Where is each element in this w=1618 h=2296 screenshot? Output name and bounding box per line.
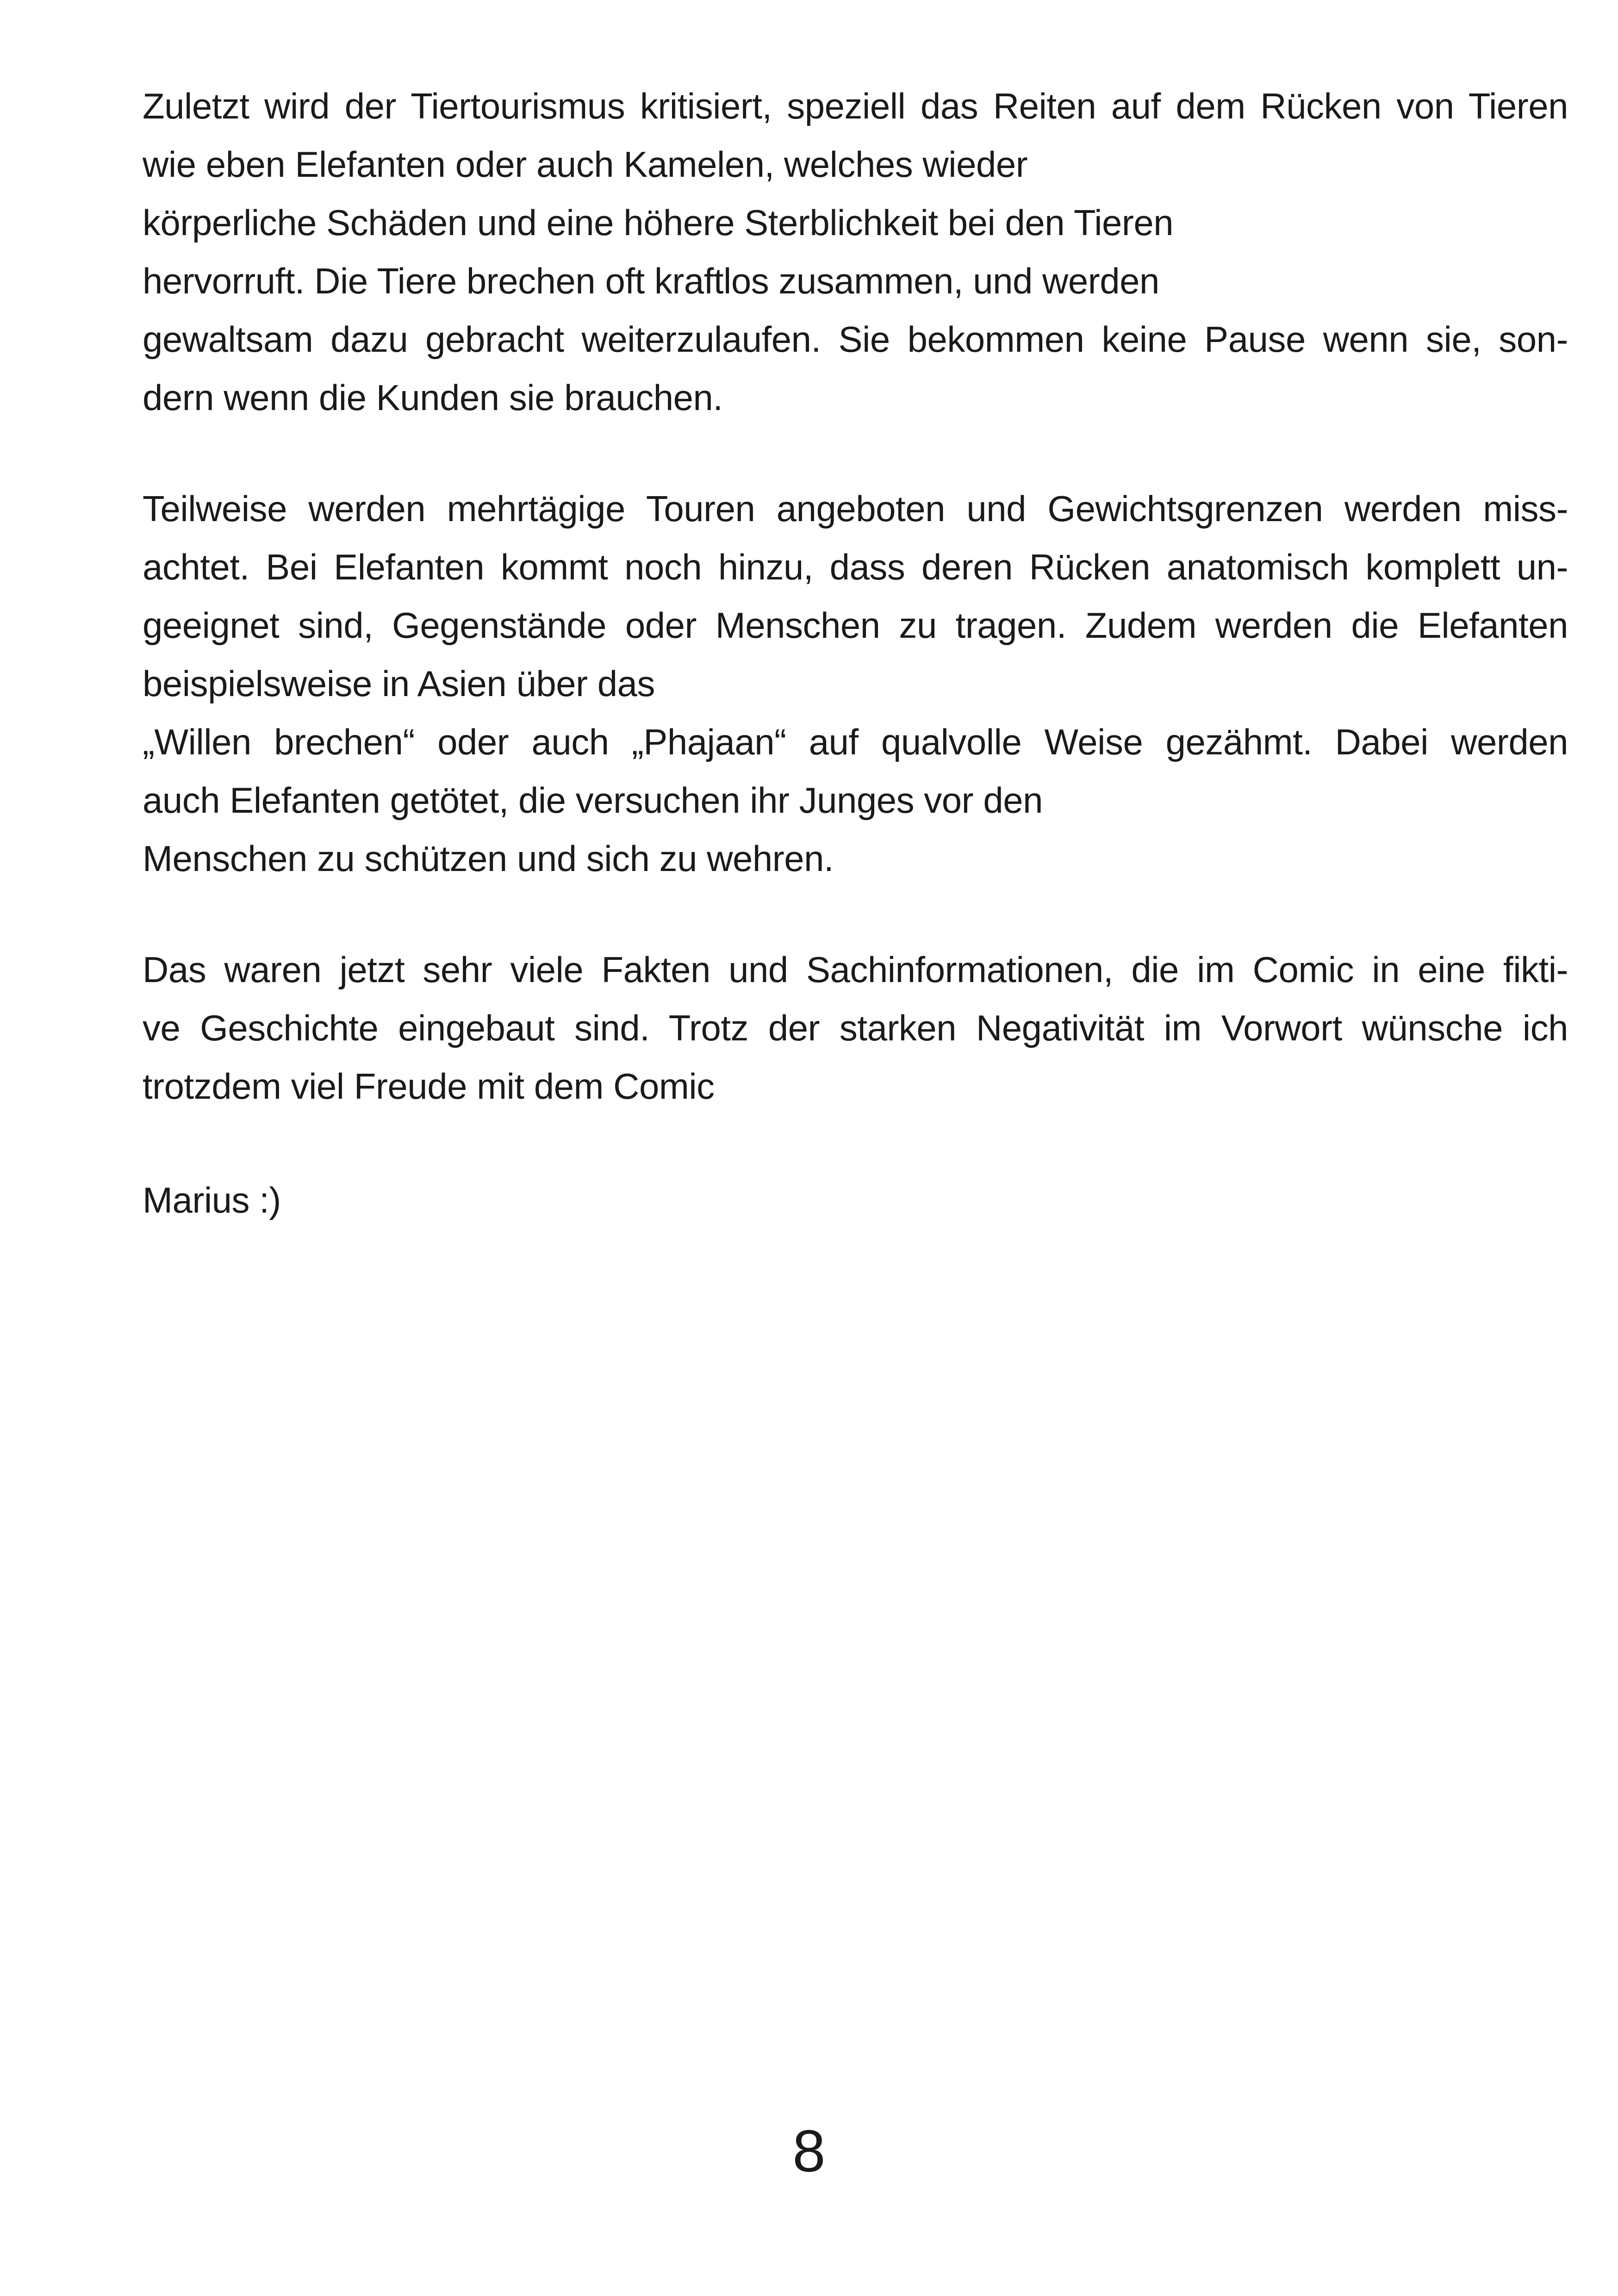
page-number: 8 bbox=[792, 2118, 826, 2184]
paragraph-animal-riding bbox=[143, 77, 1568, 427]
signature: Marius :) bbox=[143, 1180, 281, 1220]
paragraph-line: Teilweise werden mehrtägige Touren angeboten und Gewichtsgrenzen werden miss- bbox=[143, 488, 1568, 529]
paragraph-line: „Willen brechen“ oder auch „Phajaan“ auf qualvolle Weise gezähmt. Dabei werden bbox=[143, 722, 1568, 762]
paragraph-line: hervorruft. Die Tiere brechen oft kraftlos zusammen, und werden bbox=[143, 261, 1159, 301]
paragraph-line: wie eben Elefanten oder auch Kamelen, welches wieder bbox=[143, 144, 1028, 185]
paragraph-elephant-tours bbox=[143, 479, 1568, 888]
paragraph-line: auch Elefanten getötet, die versuchen ihr Junges vor den bbox=[143, 780, 1043, 821]
signature-block bbox=[143, 1171, 1568, 1229]
paragraph-line: ve Geschichte eingebaut sind. Trotz der starken Negativität im Vorwort wünsche ich bbox=[143, 1008, 1568, 1048]
paragraph-line: körperliche Schäden und eine höhere Sterblichkeit bei den Tieren bbox=[143, 202, 1174, 243]
paragraph-line: beispielsweise in Asien über das bbox=[143, 663, 655, 704]
paragraph-line: trotzdem viel Freude mit dem Comic bbox=[143, 1066, 715, 1107]
paragraph-line: Menschen zu schützen und sich zu wehren. bbox=[143, 838, 834, 879]
paragraph-line: gewaltsam dazu gebracht weiterzulaufen. Sie bekommen keine Pause wenn sie, son- bbox=[143, 319, 1568, 360]
paragraph-line: achtet. Bei Elefanten kommt noch hinzu, dass deren Rücken anatomisch komplett un- bbox=[143, 547, 1568, 587]
paragraph-line: Zuletzt wird der Tiertourismus kritisiert, speziell das Reiten auf dem Rücken von Tieren bbox=[143, 86, 1568, 126]
paragraph-line: Das waren jetzt sehr viele Fakten und Sachinformationen, die im Comic in eine fikti- bbox=[143, 949, 1568, 990]
paragraph-closing bbox=[143, 940, 1568, 1115]
paragraph-line: geeignet sind, Gegenstände oder Menschen zu tragen. Zudem werden die Elefanten bbox=[143, 605, 1568, 646]
paragraph-line: dern wenn die Kunden sie brauchen. bbox=[143, 377, 723, 418]
